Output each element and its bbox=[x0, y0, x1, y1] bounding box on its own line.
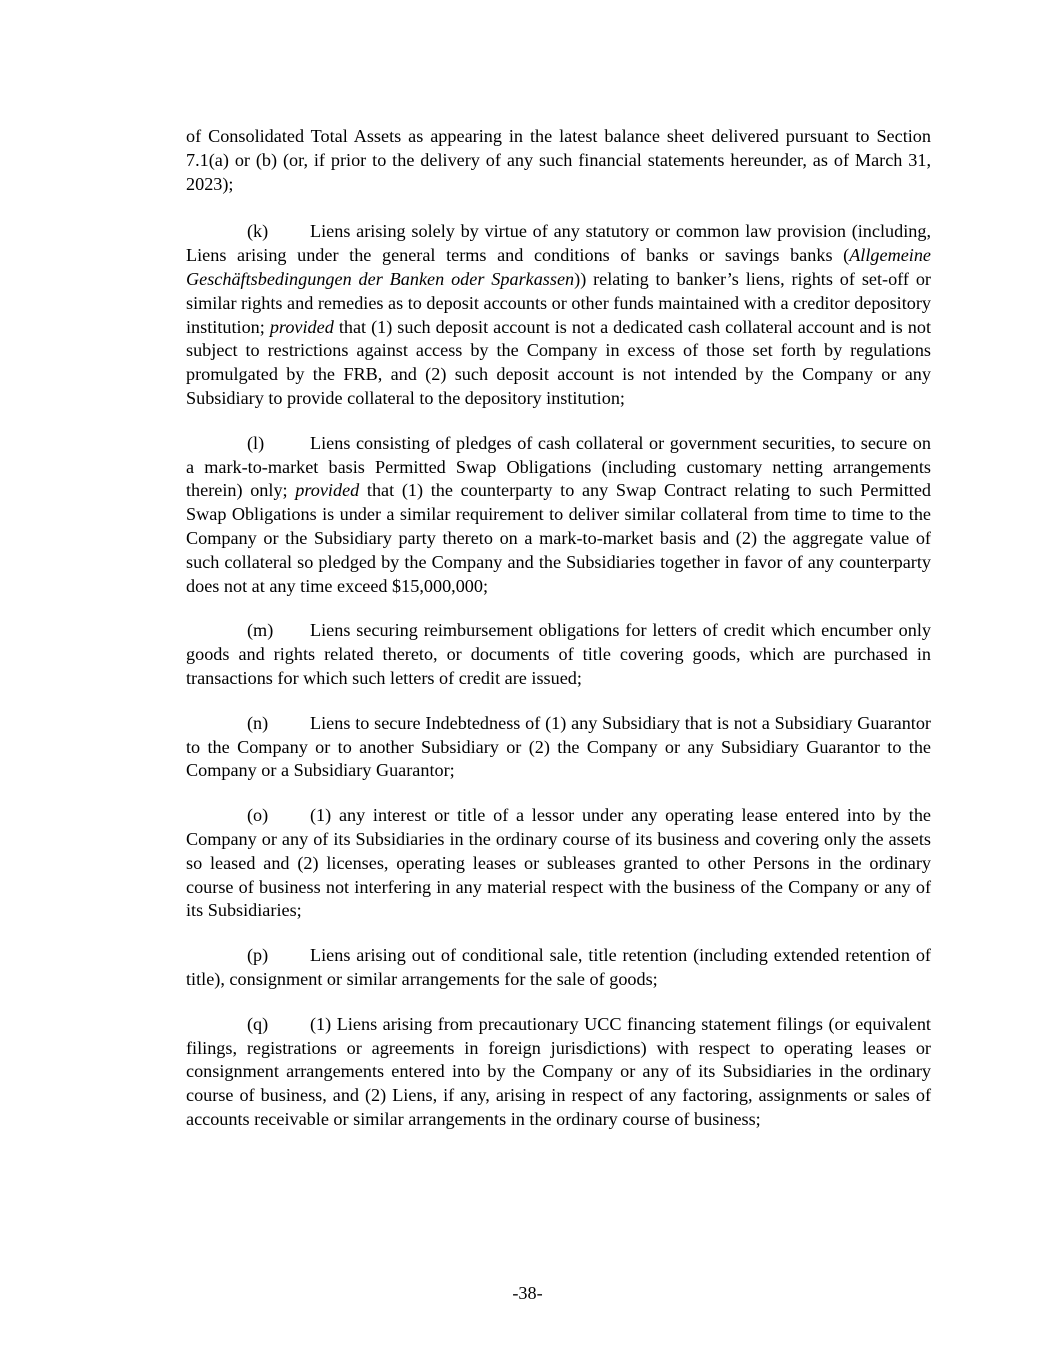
paragraph-text: Liens securing reimbursement obligations for letters of credit which encumber only goods and rights related thereto, or documents of title covering goods, which are purchased in transactions for which such letters of credit are issued; bbox=[186, 620, 931, 688]
document-body bbox=[186, 125, 931, 1153]
paragraph-label: (n) bbox=[247, 712, 269, 733]
paragraph-o bbox=[186, 804, 931, 923]
paragraph-text: that (1) such deposit account is not a dedicated cash collateral account and is not subject to restrictions against access by the Company in excess of those set forth by regulations promulgated by the FRB, and (2) such deposit account is not intended by the Company or any Subsidiary to provide collateral to the depository institution; bbox=[186, 316, 931, 408]
paragraph-text: of Consolidated Total Assets as appearing in the latest balance sheet delivered pursuant to Section 7.1(a) or (b) (or, if prior to the delivery of any such financial statements hereunder, as of March 31, 2023); bbox=[186, 126, 931, 194]
italic-phrase: Allgemeine Geschäftsbedingungen der Banken oder Sparkassen bbox=[186, 245, 931, 289]
paragraph-text: Liens to secure Indebtedness of (1) any Subsidiary that is not a Subsidiary Guarantor to the Company or to another Subsidiary or (2) the Company or any Subsidiary Guarantor to the Company or a Subsidiary Guarantor; bbox=[186, 712, 931, 781]
paragraph-label: (m) bbox=[247, 620, 274, 641]
paragraph-text: Liens consisting of pledges of cash collateral or government securities, to secure on a mark-to-market basis Permitted Swap Obligations (including customary netting arrangements therein) only; bbox=[186, 432, 931, 501]
paragraph-p bbox=[186, 944, 931, 992]
paragraph-q bbox=[186, 1013, 931, 1132]
paragraph-n bbox=[186, 712, 931, 783]
paragraph-l bbox=[186, 432, 931, 599]
paragraph-k bbox=[186, 220, 931, 410]
page-number: -38- bbox=[512, 1283, 543, 1303]
italic-provided: provided bbox=[295, 480, 360, 501]
paragraph-text: (1) Liens arising from precautionary UCC financing statement filings (or equivalent filings, registrations or agreements in foreign jurisdictions) with respect to operating leases or consignment arrangements entered into by the Company or any of its Subsidiaries in the ordinary course of business, and (2) Liens, if any, arising in respect of any factoring, assignments or sales of accounts receivable or similar arrangements in the ordinary course of business; bbox=[186, 1013, 931, 1129]
paragraph-label: (k) bbox=[247, 221, 269, 242]
paragraph-text: )) relating to banker’s liens, rights of set-off or similar rights and remedies as to deposit accounts or other funds maintained with a creditor depository institution; bbox=[186, 268, 931, 337]
paragraph-label: (p) bbox=[247, 945, 269, 966]
paragraph-label: (o) bbox=[247, 805, 269, 826]
paragraph-text: that (1) the counterparty to any Swap Contract relating to such Permitted Swap Obligations is under a similar requirement to deliver similar collateral from time to time to the Company or the Subsidiary party thereto on a mark-to-market basis and (2) the aggregate value of such collateral so pledged by the Company and the Subsidiaries together in favor of any counterparty does not at any time exceed $15,000,000; bbox=[186, 480, 931, 596]
italic-provided: provided bbox=[269, 316, 334, 337]
paragraph-label: (q) bbox=[247, 1013, 269, 1034]
paragraph-m bbox=[186, 619, 931, 690]
paragraph-text: (1) any interest or title of a lessor under any operating lease entered into by the Company or any of its Subsidiaries in the ordinary course of its business and covering only the assets so leased and (2) licenses, operating leases or subleases granted to other Persons in the ordinary course of business not interfering in any material respect with the business of the Company or any of its Subsidiaries; bbox=[186, 805, 931, 921]
paragraph-label: (l) bbox=[247, 432, 265, 453]
paragraph-text: Liens arising solely by virtue of any statutory or common law provision (including, Liens arising under the general terms and conditions of banks or savings banks ( bbox=[186, 221, 931, 266]
paragraph-text: Liens arising out of conditional sale, title retention (including extended retention of title), consignment or similar arrangements for the sale of goods; bbox=[186, 945, 931, 989]
paragraph-continuation bbox=[186, 125, 931, 196]
